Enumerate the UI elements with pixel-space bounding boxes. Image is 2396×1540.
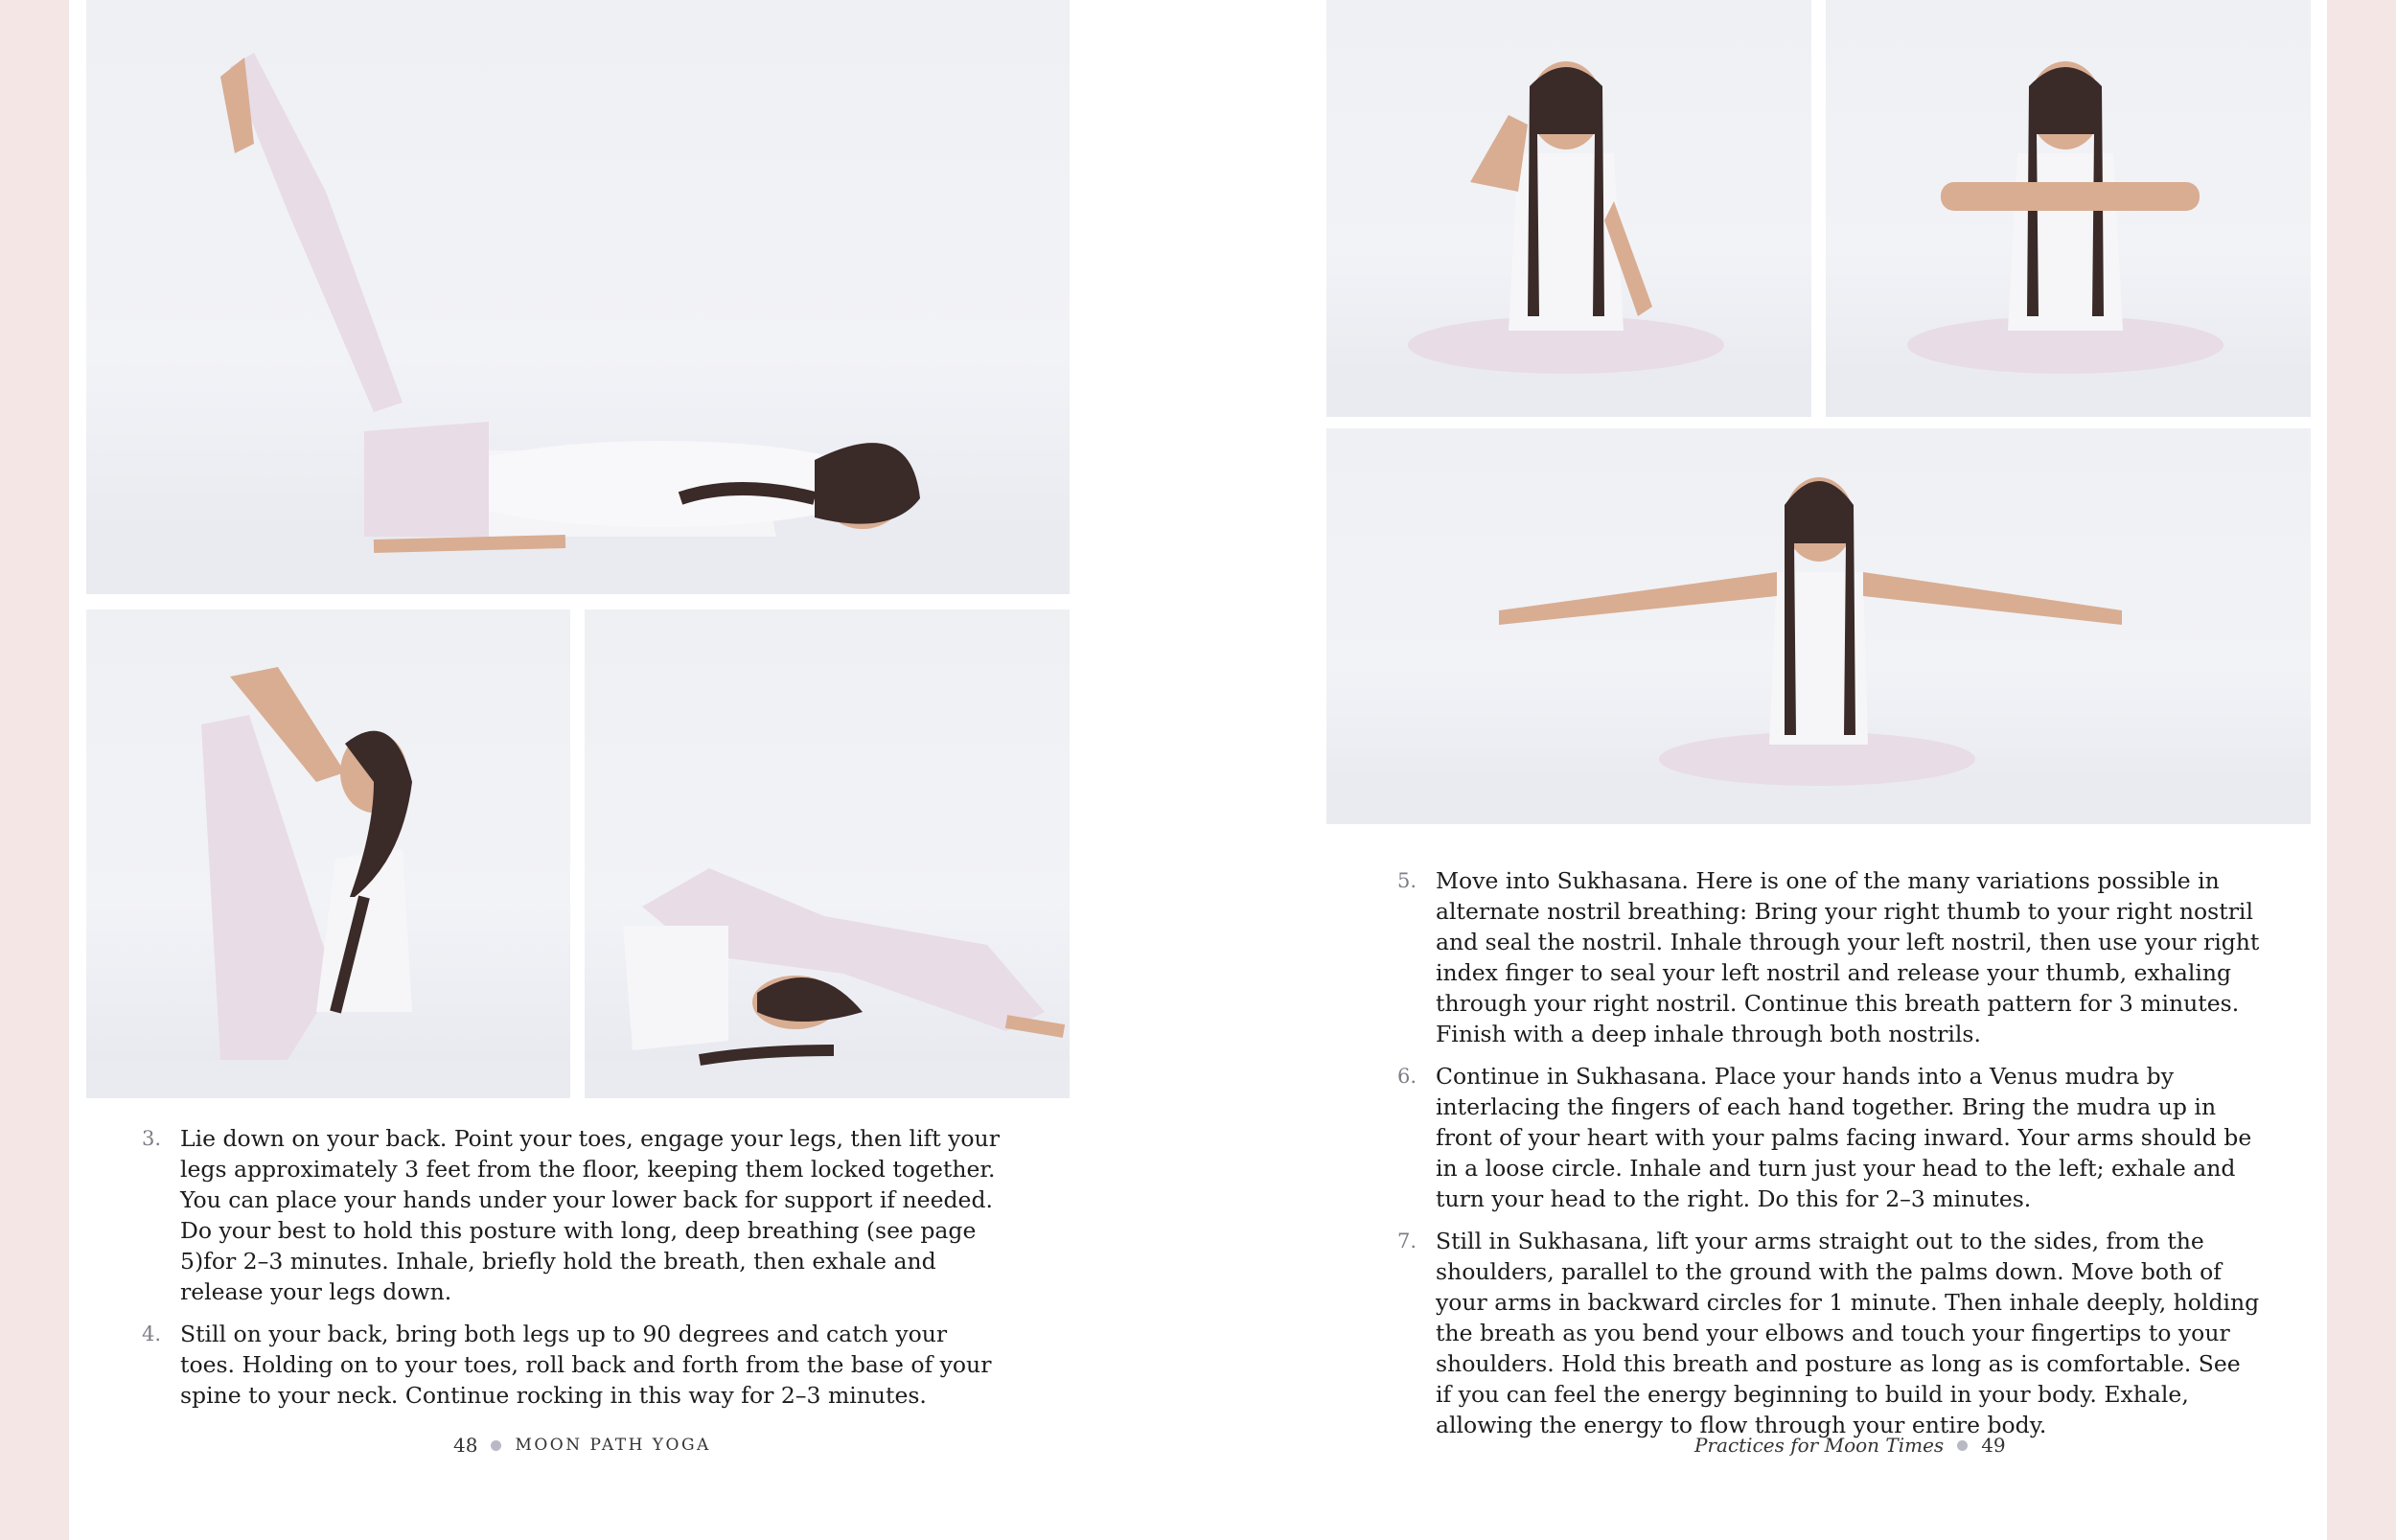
step-text: Still on your back, bring both legs up to 90 degrees and catch your toes. Holding on to your toes, roll back and forth from the base of your spine to your neck. Continue rocking in this way for 2–3 minutes.: [180, 1321, 992, 1409]
step-item-4: [142, 1319, 1004, 1411]
step-text: Continue in Sukhasana. Place your hands into a Venus mudra by interlacing the fingers of each hand together. Bring the mudra up in front of your heart with your palms facing inward. Your arms should be in a loose circle. Inhale and turn just your head to the left; exhale and turn your head to the right. Do this for 2–3 minutes.: [1436, 1063, 2252, 1212]
right-step-list: [1397, 865, 2260, 1452]
step-number: 5.: [1397, 869, 1417, 892]
photo-legs-raised: [86, 0, 1070, 594]
right-page-edge: [2327, 0, 2396, 1540]
left-step-list: [142, 1123, 1004, 1422]
step-number: 6.: [1397, 1065, 1417, 1088]
photo-plow-rocking: [585, 609, 1070, 1098]
step-number: 7.: [1397, 1230, 1417, 1253]
page-number: 48: [453, 1434, 478, 1457]
step-text: Still in Sukhasana, lift your arms straight out to the sides, from the shoulders, parallel to the ground with the palms down. Move both of your arms in backward circles for 1 minute. Then inhale deeply, holding the breath as you bend your elbows and touch your fingertips to your shoulders. Hold this breath and posture as long as is comfortable. See if you can feel the energy beginning to build in your body. Exhale, allowing the energy to flow through your entire body.: [1436, 1228, 2260, 1438]
photo-arms-extended: [1326, 428, 2311, 824]
page-number: 49: [1981, 1434, 2006, 1457]
step-text: Lie down on your back. Point your toes, engage your legs, then lift your legs approximately 3 feet from the floor, keeping them locked together. You can place your hands under your lower back for support if needed. Do your best to hold this posture with long, deep breathing (see page 5)for 2–3 minutes. Inhale, briefly hold the breath, then exhale and release your legs down.: [180, 1125, 1000, 1305]
step-number: 4.: [142, 1322, 162, 1345]
left-folio: [453, 1430, 711, 1460]
right-folio: [1694, 1430, 2006, 1460]
running-head: MOON PATH YOGA: [515, 1436, 711, 1455]
photo-venus-mudra: [1826, 0, 2311, 417]
photo-seated-toe-catch: [86, 609, 570, 1098]
left-page-edge: [0, 0, 69, 1540]
folio-dot-icon: [1957, 1440, 1968, 1451]
folio-dot-icon: [491, 1440, 501, 1451]
step-item-3: [142, 1123, 1004, 1307]
step-text: Move into Sukhasana. Here is one of the many variations possible in alternate nostril breathing: Bring your right thumb to your right nostril and seal the nostril. Inhale through your left nostril, then use your right index finger to seal your left nostril and release your thumb, exhaling through your right nostril. Continue this breath pattern for 3 minutes. Finish with a deep inhale through both nostrils.: [1436, 867, 2260, 1047]
step-item-5: [1397, 865, 2260, 1049]
photo-alternate-nostril: [1326, 0, 1811, 417]
running-head: Practices for Moon Times: [1694, 1434, 1945, 1457]
step-item-6: [1397, 1061, 2260, 1214]
step-item-7: [1397, 1226, 2260, 1440]
step-number: 3.: [142, 1127, 162, 1150]
